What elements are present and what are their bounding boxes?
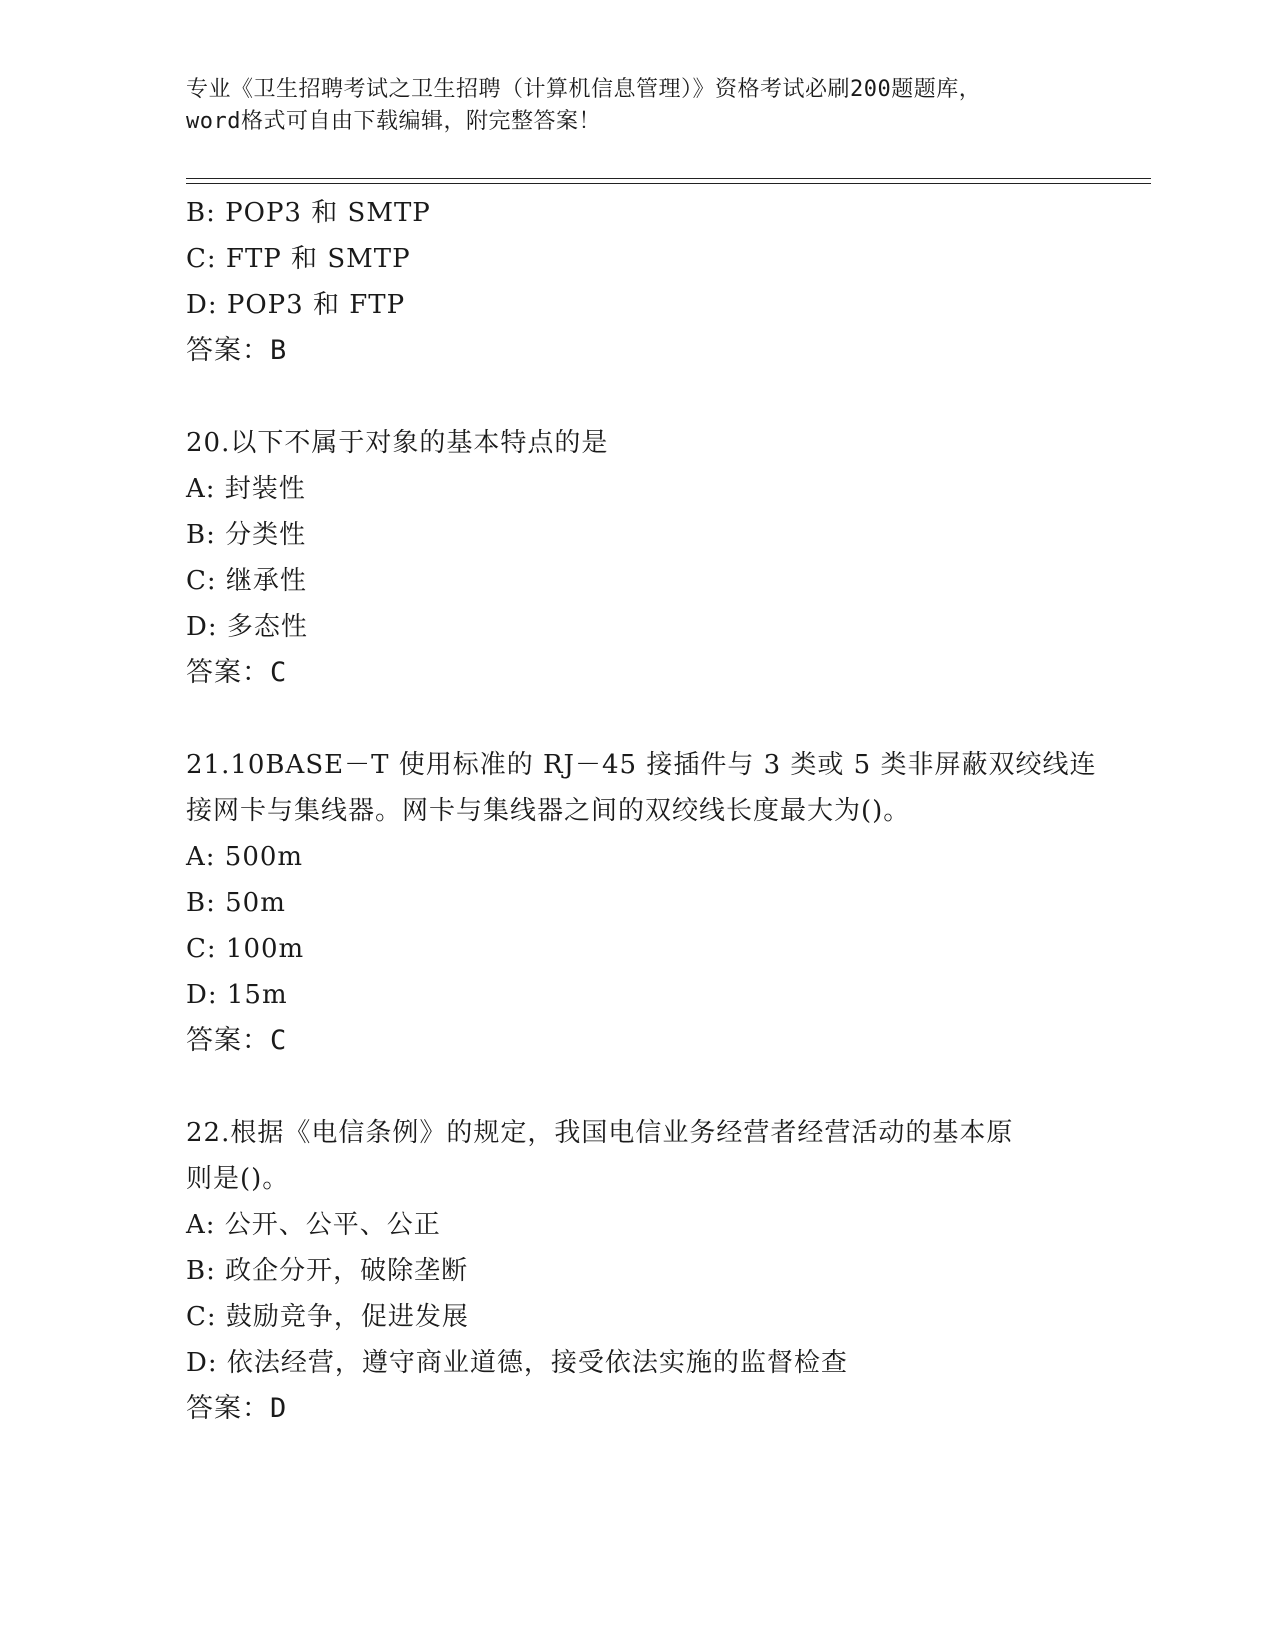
question-20 — [186, 420, 1086, 696]
question-19-tail — [186, 190, 1086, 374]
document-header — [186, 74, 1086, 138]
answer: 答案：C — [186, 657, 288, 688]
question-22 — [186, 1110, 1086, 1432]
header-title-line-2: word格式可自由下载编辑，附完整答案！ — [186, 109, 601, 134]
question-stem-line-2: 接网卡与集线器。网卡与集线器之间的双绞线长度最大为()。 — [186, 796, 911, 826]
option-b: B: 50m — [186, 888, 286, 918]
option-a: A: 封装性 — [186, 474, 306, 504]
spacer — [186, 1064, 1086, 1110]
header-divider-bottom — [186, 183, 1151, 184]
question-stem-line-1: 21.10BASE－T 使用标准的 RJ－45 接插件与 3 类或 5 类非屏蔽双绞线连 — [186, 750, 1097, 780]
option-b: B: POP3 和 SMTP — [186, 198, 431, 228]
question-stem: 20.以下不属于对象的基本特点的是 — [186, 428, 609, 458]
option-d: D: 15m — [186, 980, 288, 1010]
question-21 — [186, 742, 1097, 1064]
answer: 答案：D — [186, 1393, 288, 1424]
option-d: D: 多态性 — [186, 612, 308, 642]
question-stem-line-1: 22.根据《电信条例》的规定，我国电信业务经营者经营活动的基本原 — [186, 1118, 1014, 1148]
question-list — [186, 190, 1097, 1432]
option-c: C: 100m — [186, 934, 305, 964]
option-a: A: 公开、公平、公正 — [186, 1210, 441, 1240]
option-b: B: 政企分开，破除垄断 — [186, 1256, 469, 1286]
answer: 答案：C — [186, 1025, 288, 1056]
spacer — [186, 696, 1086, 742]
header-divider-top — [186, 178, 1151, 179]
option-d: D: POP3 和 FTP — [186, 290, 406, 320]
answer: 答案：B — [186, 335, 288, 366]
option-a: A: 500m — [186, 842, 304, 872]
spacer — [186, 374, 1086, 420]
question-stem-line-2: 则是()。 — [186, 1164, 290, 1194]
option-b: B: 分类性 — [186, 520, 307, 550]
option-c: C: FTP 和 SMTP — [186, 244, 411, 274]
option-d: D: 依法经营，遵守商业道德，接受依法实施的监督检查 — [186, 1348, 848, 1378]
option-c: C: 继承性 — [186, 566, 307, 596]
option-c: C: 鼓励竞争，促进发展 — [186, 1302, 469, 1332]
header-title-line-1: 专业《卫生招聘考试之卫生招聘（计算机信息管理）》资格考试必刷200题题库， — [186, 77, 982, 102]
